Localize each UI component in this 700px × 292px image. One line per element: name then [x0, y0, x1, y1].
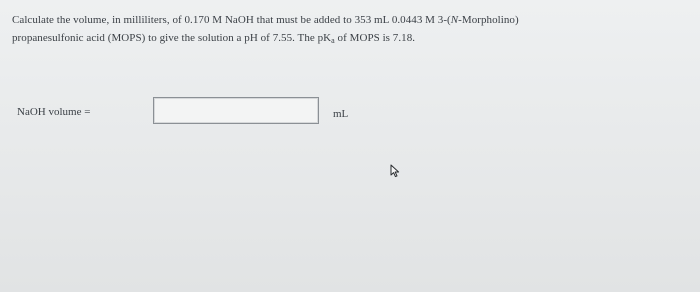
question-line2-part1: propanesulfonic acid (MOPS) to give the solution a pH of 7.55. The pK [12, 32, 332, 44]
answer-row [17, 97, 417, 127]
question-line1-part1: Calculate the volume, in milliliters, of 0.170 M NaOH that must be added to 353 mL 0.0443 M 3-( [12, 14, 451, 26]
answer-label: NaOH volume = [17, 106, 91, 118]
question-text [12, 11, 688, 47]
question-line2-part2: of MOPS is 7.18. [334, 32, 416, 44]
unit-label: mL [333, 108, 349, 120]
question-line1-part2: -Morpholino) [458, 14, 519, 26]
question-line2-sub: a [331, 36, 335, 45]
mouse-pointer-icon [390, 164, 400, 178]
naoh-volume-input[interactable] [153, 97, 319, 124]
question-line1-italic: N [450, 14, 459, 26]
